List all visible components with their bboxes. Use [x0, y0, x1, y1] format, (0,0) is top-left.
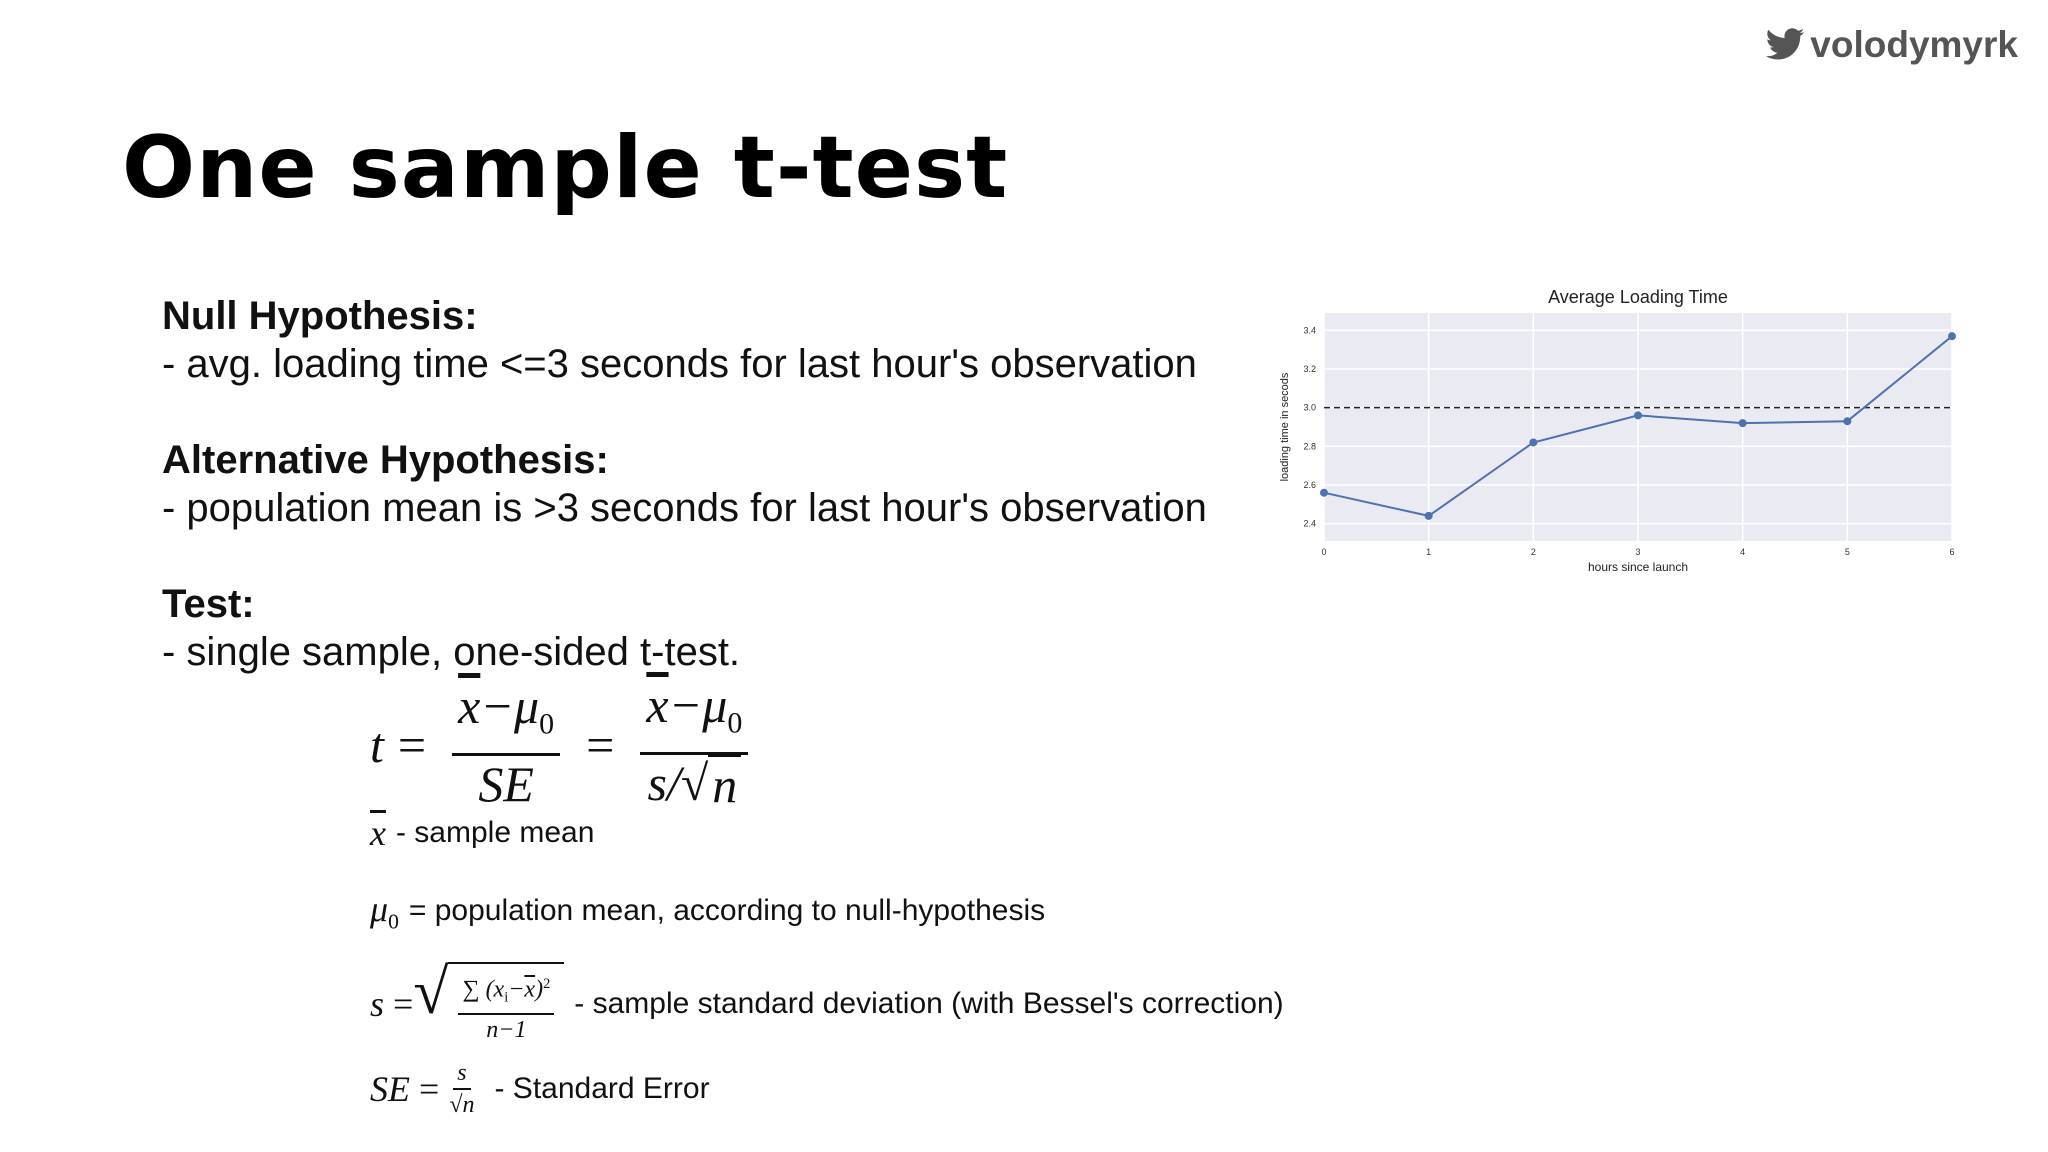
standard-error-text: - Standard Error	[494, 1072, 710, 1105]
x-tick-label: 0	[1321, 547, 1327, 557]
sample-mean-text: - sample mean	[395, 816, 595, 849]
population-mean-text: = population mean, according to null-hypothesis	[408, 894, 1046, 928]
y-tick-label: 2.8	[1303, 441, 1316, 452]
x-tick-label: 6	[1949, 547, 1955, 557]
test-text: - single sample, one-sided t-test.	[162, 630, 741, 674]
alternative-hypothesis-text: - population mean is >3 seconds for last hour's observation	[162, 486, 1207, 530]
null-hypothesis-text: - avg. loading time <=3 seconds for last hour's observation	[162, 342, 1197, 386]
y-tick-label: 2.6	[1303, 479, 1316, 490]
t-statistic-formula: t = $\frac{\overline{x}-\mu_0}{SE}$ = $\overline{x}-\mu_0$ s/ √ n	[370, 690, 760, 800]
data-point	[1948, 332, 1956, 340]
test-heading: Test:	[162, 582, 255, 626]
null-hypothesis	[162, 292, 1282, 388]
x-tick-label: 3	[1635, 547, 1641, 557]
alternative-hypothesis	[162, 436, 1282, 532]
chart-title: Average Loading Time	[1548, 287, 1728, 307]
loading-time-chart	[1270, 285, 1960, 585]
data-point	[1425, 512, 1433, 520]
alternative-hypothesis-heading: Alternative Hypothesis:	[162, 438, 609, 482]
standard-error-definition: SE = $\frac{s}{√n}$ - Standard Error	[370, 1060, 710, 1118]
twitter-bird-icon	[1764, 24, 1806, 66]
std-deviation-definition: s = √ $\frac{\sum (x_i-\overline{x})^2}{n-1}$ - sample standard deviation (with Bessel's correction)	[370, 956, 1284, 1044]
twitter-handle	[1764, 24, 2018, 66]
data-point	[1739, 419, 1747, 427]
null-hypothesis-heading: Null Hypothesis:	[162, 294, 478, 338]
y-tick-label: 3.0	[1303, 402, 1316, 413]
y-tick-label: 3.4	[1303, 325, 1316, 336]
x-axis-label: hours since launch	[1587, 560, 1689, 574]
x-tick-label: 2	[1530, 547, 1536, 557]
x-tick-label: 5	[1844, 547, 1850, 557]
loading-time-chart-svg	[1270, 285, 1960, 585]
y-tick-label: 3.2	[1303, 364, 1316, 375]
std-deviation-text: - sample standard deviation (with Bessel's correction)	[574, 986, 1284, 1020]
handle-text: volodymyrk	[1810, 24, 2018, 65]
y-tick-label: 2.4	[1303, 518, 1316, 529]
data-point	[1843, 417, 1851, 425]
test-description	[162, 580, 1282, 676]
slide-title: One sample t-test	[122, 118, 1009, 218]
hypotheses	[162, 292, 1282, 724]
x-tick-label: 1	[1426, 547, 1432, 557]
sample-mean-definition: $\overline{x}$ - sample mean	[370, 813, 595, 853]
data-point	[1529, 438, 1537, 446]
y-axis-label: loading time in secods	[1279, 372, 1291, 482]
data-point	[1320, 489, 1328, 497]
data-point	[1634, 411, 1642, 419]
x-tick-label: 4	[1740, 547, 1746, 557]
population-mean-definition: $\mu_0$ = population mean, according to null-hypothesis	[370, 889, 1046, 934]
